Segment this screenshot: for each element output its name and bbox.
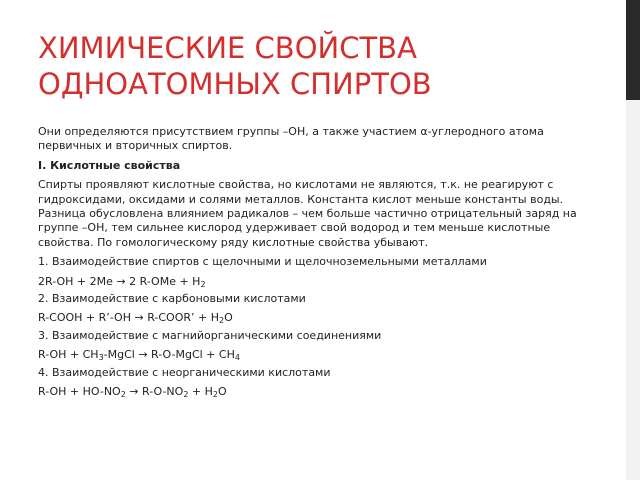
title-line-1: ХИМИЧЕСКИЕ СВОЙСТВА [38, 31, 417, 65]
equation-1-text: 2R-OH + 2Me → 2 R-OMe + H [38, 274, 201, 288]
equation-4-sub-3: 2 [212, 390, 218, 400]
scrollbar-thumb[interactable] [626, 0, 640, 100]
title-line-2: ОДНОАТОМНЫХ СПИРТОВ [38, 67, 432, 101]
list-item-2: 2. Взаимодействие с карбоновыми кислотами [38, 292, 306, 306]
slide-title [38, 30, 598, 102]
equation-4-text-d: O [218, 385, 227, 399]
equation-1-sub: 2 [200, 279, 206, 289]
equation-3-text-b: -MgCl → R-O-MgCl + CH [103, 348, 235, 362]
list-item-3: 3. Взаимодействие с магнийорганическими соединениями [38, 328, 382, 342]
equation-2-text-a: R-COOH + R’-OH → R-COOR’ + H [38, 311, 219, 325]
equation-4-text-b: → R-O-NO [125, 385, 184, 399]
equation-3-sub-2: 4 [234, 353, 240, 363]
equation-4-sub-2: 2 [183, 390, 189, 400]
equation-3-sub-1: 3 [98, 353, 104, 363]
intro-paragraph: Они определяются присутствием группы –ОН, а также участием α-углеродного атома первичных и вторичных спиртов. [38, 125, 544, 153]
equation-4-text-c: + H [188, 385, 213, 399]
equation-2-sub: 2 [218, 316, 225, 326]
list-item-4: 4. Взаимодействие с неорганическими кислотами [38, 365, 331, 379]
equation-4 [38, 385, 598, 402]
section-heading: I. Кислотные свойства [38, 158, 181, 172]
slide-body [38, 125, 598, 403]
equation-4-text-a: R-OH + HO-NO [38, 385, 121, 399]
equation-4-sub-1: 2 [120, 390, 126, 400]
section-paragraph: Спирты проявляют кислотные свойства, но кислотами не являются, т.к. не реагируют с гидроксидами, оксидами и солями металлов. Константа кислот меньше константы воды. Разница обусловлена влиянием радикалов – чем больше частично отрицательный заряд на группе –ОН, тем сильнее кислород удерживает свой водород и тем меньше кислотные свойства. По гомологическому ряду кислотные свойства убывают. [38, 178, 577, 249]
equation-2 [38, 311, 598, 328]
equation-1 [38, 275, 598, 292]
list-item-1: 1. Взаимодействие спиртов с щелочными и щелочноземельными металлами [38, 255, 487, 269]
equation-2-text-b: O [224, 311, 233, 325]
equation-3 [38, 348, 598, 365]
equation-3-text-a: R-OH + CH [38, 348, 99, 362]
